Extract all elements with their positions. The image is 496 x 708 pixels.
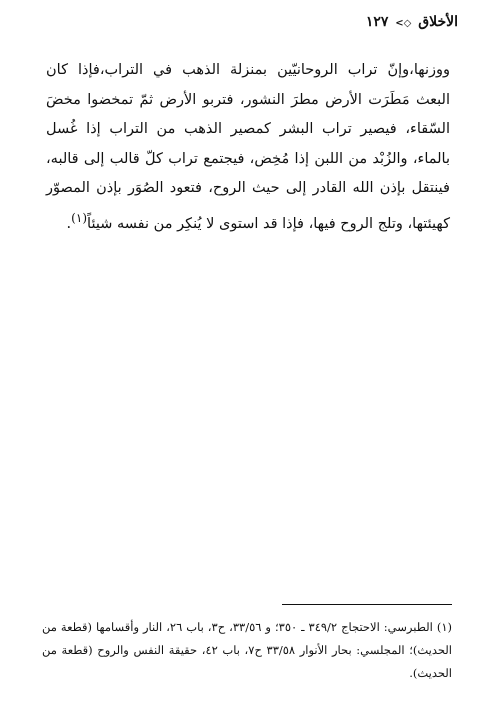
footnote-marker: (١)	[71, 210, 88, 225]
page-number: ١٢٧	[365, 14, 389, 30]
footnote: (١) الطبرسي: الاحتجاج ٣٤٩/٢ ـ ٣٥٠؛ و ٣٣/٥٦، ح٣، باب ٢٦، النار وأقسامها (قطعة من الحديث)؛ المجلسي: بحار الأنوار ٣٣/٥٨ ح٧، باب ٤٢، حقيقة النفس والروح (قطعة من الحديث).	[42, 620, 452, 680]
chapter-title: الأخلاق	[418, 14, 458, 30]
footnote-separator	[282, 604, 452, 605]
running-header	[366, 14, 458, 30]
header-ornament: ◇>	[395, 18, 412, 29]
paragraph-text: ووزنها،وإنّ تراب الروحانيّين بمنزلة الذهب في التراب،فإذا كان البعث مَطَرَت الأرض مطرَ النشور، فتربو الأرض ثمّ تمخضوا مخضَ السّقاء، فيصير تراب البشر كمصير الذهب من التراب إذا غُسل بالماء، والزُبْد من اللبن إذا مُخِض، فيجتمع تراب كلّ قالب إلى قالبه، فينتقل بإذن الله القادر إلى حيث الروح، فتعود الصُوَر بإذن المصوّر كهيئتها، وتلج الروح فيها، فإذا قد استوى لا يُنكِر من نفسه شيئاً	[46, 62, 450, 232]
body-paragraph: ووزنها،وإنّ تراب الروحانيّين بمنزلة الذهب في التراب،فإذا كان البعث مَطَرَت الأرض مطرَ النشور، فتربو الأرض ثمّ تمخضوا مخضَ السّقاء، فيصير تراب البشر كمصير الذهب من التراب إذا غُسل بالماء، والزُبْد من اللبن إذا مُخِض، فيجتمع تراب كلّ قالب إلى قالبه، فينتقل بإذن الله القادر إلى حيث الروح، فتعود الصُوَر بإذن المصوّر كهيئتها، وتلج الروح فيها، فإذا قد استوى لا يُنكِر من نفسه شيئاً$^{(١)}$.	[46, 62, 450, 232]
